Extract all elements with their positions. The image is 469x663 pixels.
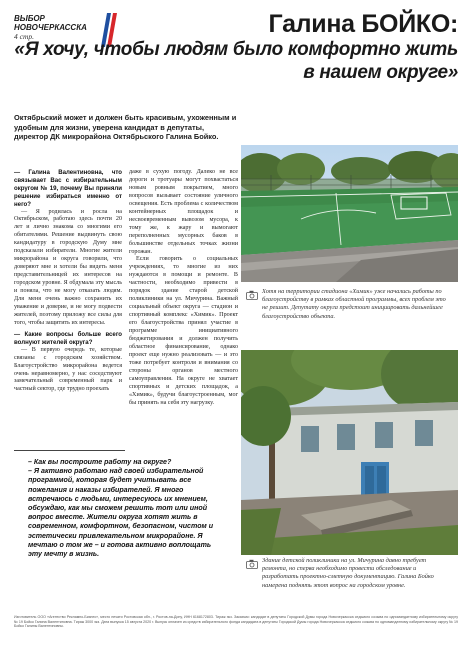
article-paragraph: Если говорить о социальных учреждениях, то многие из них нуждаются в помощи и ремонте. В частности, необходимо привести в порядок здание старой детской поликлиники на ул. Мичурина. Важный социальный объект округа — стадион и спортивный комплекс «Химик». Проект его благоустройства принял участие в программе инициативного бюджетирования и должен получить областное финансирование, однако проект еще нужно реализовать — и это тоже потребует контроля и внимания со стороны органов местного самоуправления. На округе не хватает спортивных и детских площадок, а «Химик», будучи благоустроенным, мог бы принять на себя эту нагрузку. [129,256,238,406]
stadium-photo [241,145,458,282]
clinic-photo [241,350,458,555]
page-label: 4 стр. [14,32,34,41]
photo-caption-1: Хотя на территории стадиона «Химик» уже начались работы по благоустройству в рамках областной программы, всех проблем это не решит. Депутату округа предстоит инициировать дальнейшее благоустройство объекта. [262,288,446,320]
headline-quote: «Я хочу, чтобы людям было комфортно жить в нашем округе» [14,39,458,83]
camera-icon [246,559,258,569]
interview-answer: — Я родилась и росла на Октябрьском, работаю здесь почти 20 лет и лично знакома со многими его обитателями. Решение выдвинуть свою кандидатуру в городскую Думу мне подсказали избиратели. Многие жители микрорайона и округа говорили, что доверяют мне и хотели бы видеть меня представительницей их интересов на городском уровне. Я обдумала эту мысль и поняла, что не могу отказать людям. Для меня очень важно сохранить их уважение и доверие, и не могу подвести жителей, поэтому приложу все силы для того, чтобы защитить их интересы. [14,208,122,326]
camera-icon [246,290,258,300]
photo-caption-2: Здание детской поликлиники на ул. Мичурина давно требует ремонта, но сперва необходимо провести обследование и разработать проектно-сметную документацию. Галина Бойко намерена поднять этот вопрос на городском уровне. [262,557,434,589]
interview-question: — Галина Валентиновна, что связывает Вас с избирательным округом № 19, почему Вы приняли решение избираться именно от него? [14,169,122,208]
brand-line-1: ВЫБОР [14,14,45,23]
interview-question: — Какие вопросы больше всего волнуют жителей округа? [14,330,122,346]
answer-block [28,458,214,559]
answer-question: – Как вы построите работу на округе? [28,458,172,466]
lead-paragraph: Октябрьский может и должен быть красивым, ухоженным и удобным для жизни, уверена кандидат в депутаты, директор ДК микрорайона Октябрьского Галина Бойко. [14,113,237,142]
article-paragraph: даже в сухую погоду. Далеко не все дороги и тротуары могут похвастаться новым ровным покрытием, много вопросов вызывает состояние уличного освещения. Есть проблема с количеством контейнерных площадок и несвоевременным вывозом мусора, к тому же, к жару и вымогают переполненных мусорных баков в большинстве отдельных точках жизни горожан. [129,169,238,255]
article-column-1 [14,169,122,444]
brand-line-2: НОВОЧЕРКАССКА [14,23,87,32]
interview-answer: — В первую очередь те, которые связаны с городским хозяйством. Благоустройство микрорайона ведется очень неравномерно, у нас соседствуют замечательный современный парк и частный сектор, где трудно проехать [14,346,122,393]
imprint-footer: Изготовитель ООО «Агентство Рекламно-Бизнес», место печати Ростовская обл., г. Ростов-на-Дону, ИНН 6168172803. Тираж экз. Заказчик: кандидат в депутаты Городской Думы города Новочеркасска седьмого созыва по одномандатному избирательному округу № 19 Бойко Галина Валентиновна. Тираж 3000 экз. Дата выпуска 15 августа 2020 г. Выпуск оплачен из средств избирательного фонда кандидата в депутаты Городской Думы города Новочеркасска седьмого созыва по одномандатному избирательному округу № 19 Бойко Галины Валентиновны. [14,615,458,629]
headline-name: Галина БОЙКО: [268,10,458,38]
divider [14,450,125,451]
answer-text: – Я активно работаю над своей избирательной программой, которая будет учитывать все пожелания и наказы избирателей. Я много встречаюсь с людьми, интересуюсь их мнением, обсуждаю, как мы сможем решить тот или иной вопрос вместе. Жители округа хотят жить в современном, комфортном, безопасном, чистом и эстетически привлекательном микрорайоне. Я мечтаю о том же – и готова активно воплощать эту мечту в жизнь. [28,467,214,559]
